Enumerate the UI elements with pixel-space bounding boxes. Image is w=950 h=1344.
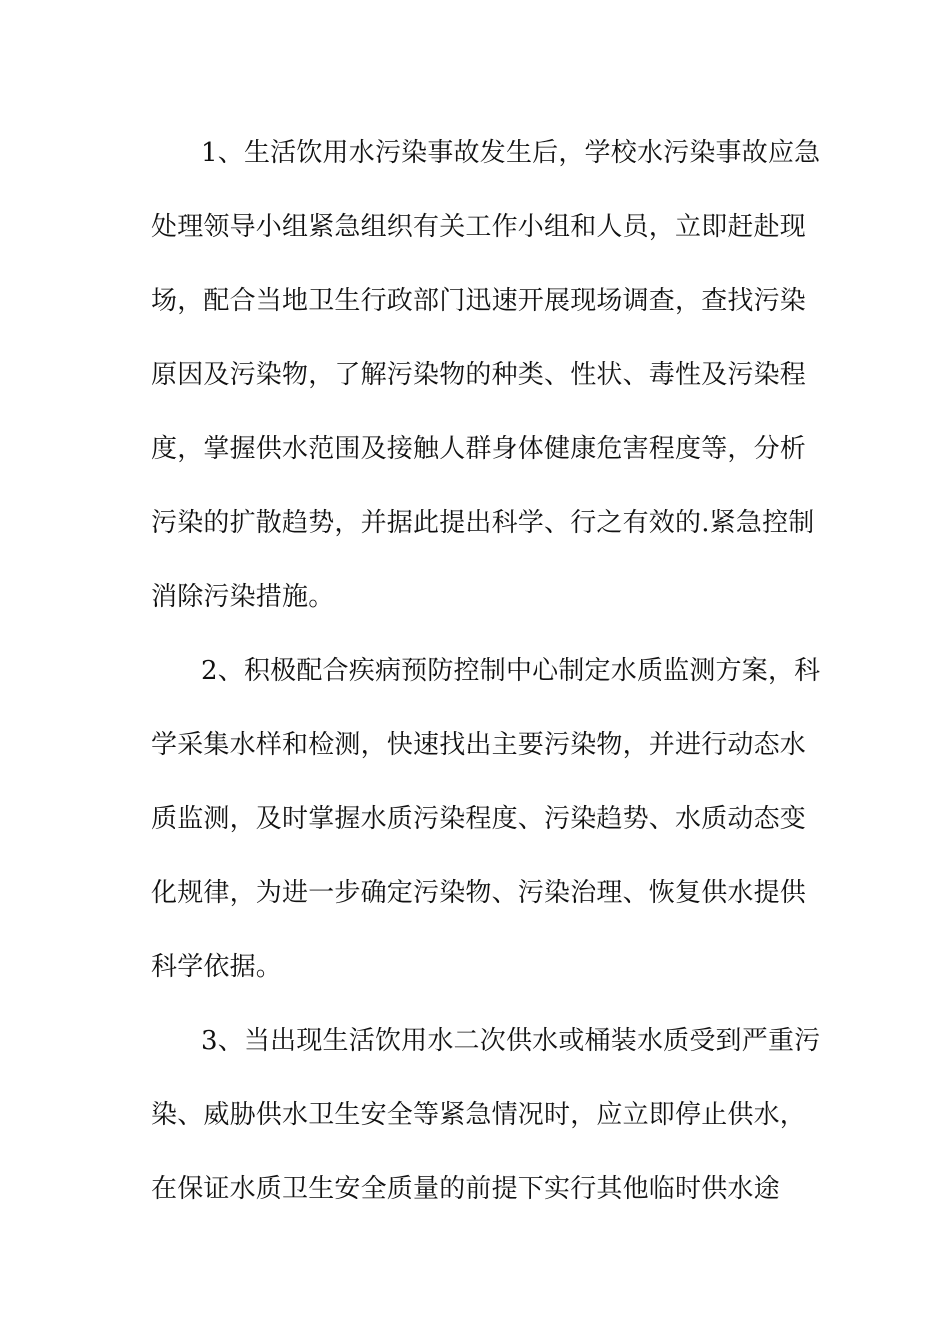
- paragraph-1-line-1: 1、生活饮用水污染事故发生后，学校水污染事故应急: [201, 138, 821, 168]
- paragraph-1-line-4: 原因及污染物，了解污染物的种类、性状、毒性及污染程: [151, 360, 807, 390]
- paragraph-1-line-5: 度，掌握供水范围及接触人群身体健康危害程度等，分析: [151, 434, 807, 464]
- paragraph-1-line-6: 污染的扩散趋势，并据此提出科学、行之有效的.紧急控制: [151, 508, 815, 538]
- paragraph-2-line-1: 2、积极配合疾病预防控制中心制定水质监测方案，科: [201, 656, 821, 686]
- paragraph-2-line-4: 化规律，为进一步确定污染物、污染治理、恢复供水提供: [151, 878, 807, 908]
- paragraph-1-line-7: 消除污染措施。: [151, 582, 335, 612]
- paragraph-3-line-3: 在保证水质卫生安全质量的前提下实行其他临时供水途: [151, 1174, 780, 1204]
- paragraph-2-line-3: 质监测，及时掌握水质污染程度、污染趋势、水质动态变: [151, 804, 807, 834]
- paragraph-1-line-2: 处理领导小组紧急组织有关工作小组和人员，立即赶赴现: [151, 212, 807, 242]
- paragraph-2-line-2: 学采集水样和检测，快速找出主要污染物，并进行动态水: [151, 730, 807, 760]
- paragraph-3-line-2: 染、威胁供水卫生安全等紧急情况时，应立即停止供水，: [151, 1100, 807, 1130]
- paragraph-3-line-1: 3、当出现生活饮用水二次供水或桶装水质受到严重污: [201, 1026, 821, 1056]
- paragraph-1-line-3: 场，配合当地卫生行政部门迅速开展现场调查，查找污染: [151, 286, 807, 316]
- paragraph-2-line-5: 科学依据。: [151, 952, 283, 982]
